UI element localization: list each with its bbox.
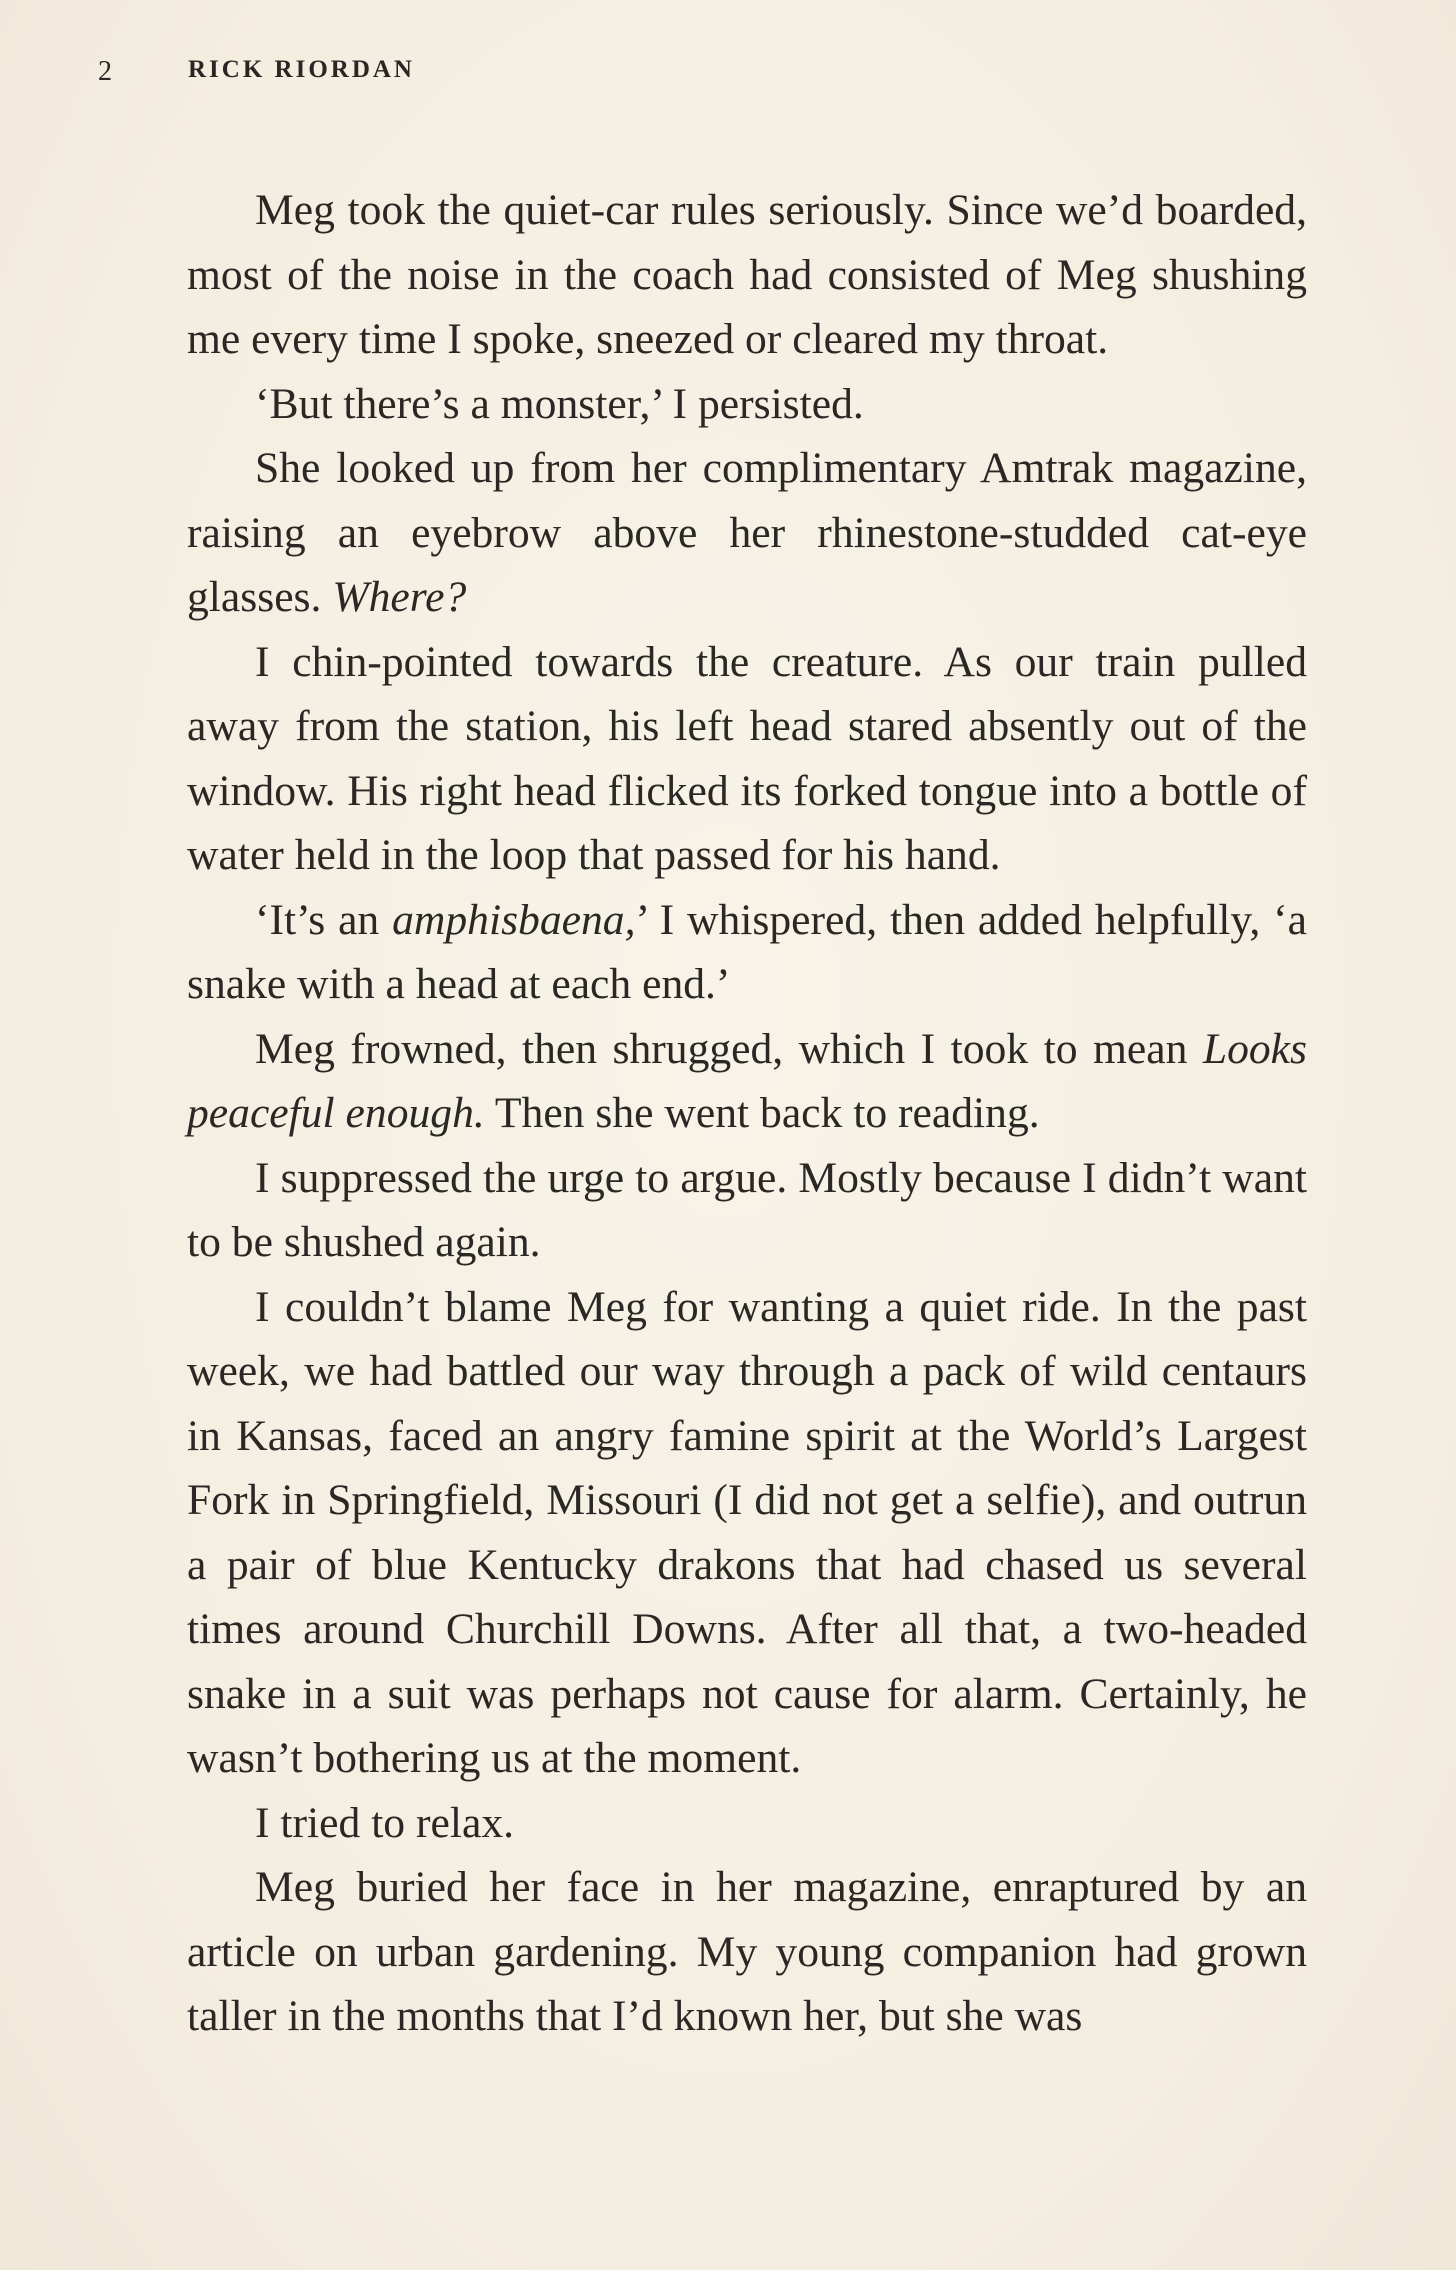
italic-text: Looks peaceful enough. <box>187 1024 1307 1137</box>
paragraph-text: ’ I whispered, then added helpfully, ‘a snake with a head at each end.’ <box>187 895 1308 1008</box>
page-number: 2 <box>98 56 112 87</box>
paragraph-text: Then she went back to reading. <box>484 1089 1040 1137</box>
running-head: RICK RIORDAN <box>188 56 415 83</box>
paragraph: ‘But there’s a monster,’ I persisted. <box>255 379 864 428</box>
paragraph <box>187 1017 1307 1146</box>
paragraph: Meg buried her face in her magazine, enraptured by an article on urban gardening. My young companion had grown taller in the months that I’d known her, but she was <box>187 1863 1307 2040</box>
paragraph: Meg took the quiet-car rules seriously. Since we’d boarded, most of the noise in the coach had consisted of Meg shushing me every time I spoke, sneezed or cleared my throat. <box>187 186 1307 363</box>
paragraph: I chin-pointed towards the creature. As our train pulled away from the station, his left head stared absently out of the window. His right head flicked its forked tongue into a bottle of water held in the loop that passed for his hand. <box>187 637 1307 879</box>
paragraph <box>187 436 1307 630</box>
italic-text: amphisbaena, <box>392 895 636 944</box>
body-text <box>187 178 1307 2049</box>
paragraph-text: Meg frowned, then shrugged, which I took to mean <box>255 1024 1203 1073</box>
paragraph-text: She looked up from her complimentary Amtrak magazine, raising an eyebrow above her rhinestone-studded cat-eye glasses. <box>187 444 1307 621</box>
paragraph-text: ‘It’s an <box>255 895 393 944</box>
paragraph: I tried to relax. <box>255 1798 515 1847</box>
italic-text: Where? <box>332 573 467 621</box>
paragraph <box>187 888 1307 1017</box>
paragraph: I couldn’t blame Meg for wanting a quiet ride. In the past week, we had battled our way through a pack of wild centaurs in Kansas, faced an angry famine spirit at the World’s Largest Fork in Springfield, Missouri (I did not get a selfie), and outrun a pair of blue Kentucky drakons that had chased us several times around Churchill Downs. After all that, a two-headed snake in a suit was perhaps not cause for alarm. Certainly, he wasn’t bothering us at the moment. <box>187 1282 1307 1782</box>
paragraph: I suppressed the urge to argue. Mostly because I didn’t want to be shushed again. <box>187 1153 1307 1266</box>
